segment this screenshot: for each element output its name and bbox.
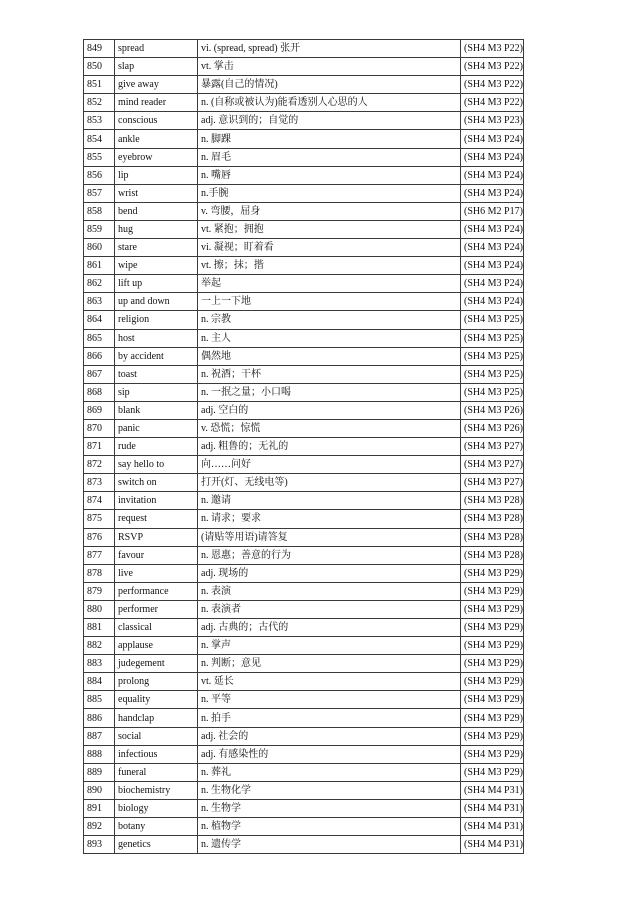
entry-reference: (SH4 M3 P26)	[461, 401, 524, 419]
table-row	[84, 148, 524, 166]
vocabulary-rows	[84, 40, 524, 854]
entry-reference: (SH4 M3 P24)	[461, 220, 524, 238]
entry-definition: n.手腕	[198, 184, 461, 202]
entry-number: 849	[84, 40, 115, 58]
entry-word: rude	[115, 438, 198, 456]
entry-definition: 一上一下地	[198, 293, 461, 311]
entry-number: 880	[84, 600, 115, 618]
entry-word: favour	[115, 546, 198, 564]
entry-reference: (SH4 M3 P29)	[461, 564, 524, 582]
entry-word: invitation	[115, 492, 198, 510]
entry-word: social	[115, 727, 198, 745]
entry-reference: (SH4 M3 P25)	[461, 329, 524, 347]
entry-number: 884	[84, 673, 115, 691]
table-row	[84, 528, 524, 546]
entry-reference: (SH4 M3 P29)	[461, 727, 524, 745]
table-row	[84, 619, 524, 637]
entry-word: blank	[115, 401, 198, 419]
entry-number: 859	[84, 220, 115, 238]
entry-definition: adj. 古典的；古代的	[198, 619, 461, 637]
entry-reference: (SH4 M3 P28)	[461, 528, 524, 546]
table-row	[84, 347, 524, 365]
entry-word: religion	[115, 311, 198, 329]
table-row	[84, 492, 524, 510]
entry-word: stare	[115, 239, 198, 257]
entry-reference: (SH4 M3 P24)	[461, 275, 524, 293]
entry-number: 881	[84, 619, 115, 637]
entry-definition: adj. 空白的	[198, 401, 461, 419]
entry-number: 882	[84, 637, 115, 655]
entry-number: 862	[84, 275, 115, 293]
table-row	[84, 275, 524, 293]
entry-definition: adj. 粗鲁的；无礼的	[198, 438, 461, 456]
table-row	[84, 94, 524, 112]
entry-definition: n. 葬礼	[198, 763, 461, 781]
entry-definition: n. 生物化学	[198, 781, 461, 799]
entry-definition: n. (自称或被认为)能看透别人心思的人	[198, 94, 461, 112]
entry-reference: (SH4 M3 P24)	[461, 257, 524, 275]
entry-definition: n. 恩惠；善意的行为	[198, 546, 461, 564]
entry-word: classical	[115, 619, 198, 637]
entry-reference: (SH4 M3 P27)	[461, 456, 524, 474]
entry-definition: vt. 延长	[198, 673, 461, 691]
entry-reference: (SH4 M3 P29)	[461, 691, 524, 709]
entry-reference: (SH4 M3 P29)	[461, 745, 524, 763]
entry-word: sip	[115, 383, 198, 401]
table-row	[84, 691, 524, 709]
table-row	[84, 781, 524, 799]
table-row	[84, 239, 524, 257]
entry-number: 893	[84, 836, 115, 854]
table-row	[84, 401, 524, 419]
entry-definition: n. 判断；意见	[198, 655, 461, 673]
table-row	[84, 582, 524, 600]
entry-number: 872	[84, 456, 115, 474]
entry-number: 876	[84, 528, 115, 546]
entry-word: wrist	[115, 184, 198, 202]
table-row	[84, 673, 524, 691]
entry-definition: n. 生物学	[198, 799, 461, 817]
entry-number: 856	[84, 166, 115, 184]
table-row	[84, 220, 524, 238]
entry-number: 852	[84, 94, 115, 112]
entry-word: bend	[115, 202, 198, 220]
entry-reference: (SH4 M3 P22)	[461, 40, 524, 58]
entry-reference: (SH4 M3 P29)	[461, 582, 524, 600]
entry-number: 869	[84, 401, 115, 419]
entry-word: panic	[115, 419, 198, 437]
entry-definition: n. 表演者	[198, 600, 461, 618]
table-row	[84, 655, 524, 673]
table-row	[84, 799, 524, 817]
entry-word: give away	[115, 76, 198, 94]
entry-reference: (SH4 M3 P28)	[461, 546, 524, 564]
table-row	[84, 184, 524, 202]
entry-word: genetics	[115, 836, 198, 854]
entry-word: RSVP	[115, 528, 198, 546]
entry-reference: (SH4 M3 P27)	[461, 438, 524, 456]
entry-reference: (SH4 M3 P29)	[461, 637, 524, 655]
entry-number: 855	[84, 148, 115, 166]
entry-reference: (SH4 M3 P24)	[461, 148, 524, 166]
entry-reference: (SH4 M4 P31)	[461, 799, 524, 817]
entry-word: equality	[115, 691, 198, 709]
entry-word: hug	[115, 220, 198, 238]
entry-number: 860	[84, 239, 115, 257]
entry-reference: (SH4 M3 P22)	[461, 94, 524, 112]
entry-definition: v. 弯腰，屈身	[198, 202, 461, 220]
entry-definition: n. 主人	[198, 329, 461, 347]
entry-reference: (SH4 M3 P23)	[461, 112, 524, 130]
entry-reference: (SH4 M3 P28)	[461, 492, 524, 510]
entry-word: judegement	[115, 655, 198, 673]
entry-definition: v. 恐慌；惊慌	[198, 419, 461, 437]
entry-word: spread	[115, 40, 198, 58]
entry-reference: (SH4 M4 P31)	[461, 781, 524, 799]
entry-word: funeral	[115, 763, 198, 781]
table-row	[84, 112, 524, 130]
entry-definition: 打开(灯、无线电等)	[198, 474, 461, 492]
entry-definition: adj. 意识到的；自觉的	[198, 112, 461, 130]
entry-word: ankle	[115, 130, 198, 148]
entry-number: 863	[84, 293, 115, 311]
entry-number: 865	[84, 329, 115, 347]
entry-word: request	[115, 510, 198, 528]
entry-reference: (SH4 M3 P24)	[461, 166, 524, 184]
entry-definition: adj. 现场的	[198, 564, 461, 582]
entry-reference: (SH4 M3 P26)	[461, 419, 524, 437]
entry-definition: n. 植物学	[198, 818, 461, 836]
entry-number: 871	[84, 438, 115, 456]
entry-number: 888	[84, 745, 115, 763]
entry-word: botany	[115, 818, 198, 836]
entry-number: 854	[84, 130, 115, 148]
entry-word: eyebrow	[115, 148, 198, 166]
entry-definition: n. 祝酒；干杯	[198, 365, 461, 383]
entry-word: handclap	[115, 709, 198, 727]
entry-reference: (SH4 M4 P31)	[461, 836, 524, 854]
entry-reference: (SH4 M4 P31)	[461, 818, 524, 836]
entry-definition: 偶然地	[198, 347, 461, 365]
entry-definition: vi. (spread, spread) 张开	[198, 40, 461, 58]
table-row	[84, 419, 524, 437]
entry-reference: (SH4 M3 P28)	[461, 510, 524, 528]
entry-definition: n. 邀请	[198, 492, 461, 510]
entry-reference: (SH4 M3 P25)	[461, 347, 524, 365]
entry-reference: (SH4 M3 P24)	[461, 239, 524, 257]
entry-definition: vt. 紧抱；拥抱	[198, 220, 461, 238]
entry-reference: (SH4 M3 P29)	[461, 619, 524, 637]
entry-definition: vt. 掌击	[198, 58, 461, 76]
entry-reference: (SH4 M3 P24)	[461, 293, 524, 311]
entry-reference: (SH4 M3 P22)	[461, 76, 524, 94]
entry-word: conscious	[115, 112, 198, 130]
entry-definition: 向……问好	[198, 456, 461, 474]
entry-reference: (SH4 M3 P25)	[461, 365, 524, 383]
entry-definition: n. 平等	[198, 691, 461, 709]
entry-word: wipe	[115, 257, 198, 275]
entry-number: 878	[84, 564, 115, 582]
entry-reference: (SH4 M3 P25)	[461, 311, 524, 329]
entry-definition: n. 眉毛	[198, 148, 461, 166]
table-row	[84, 818, 524, 836]
entry-number: 850	[84, 58, 115, 76]
table-row	[84, 76, 524, 94]
entry-reference: (SH4 M3 P24)	[461, 184, 524, 202]
entry-word: slap	[115, 58, 198, 76]
entry-number: 885	[84, 691, 115, 709]
entry-definition: n. 掌声	[198, 637, 461, 655]
vocabulary-table	[83, 39, 524, 854]
table-row	[84, 166, 524, 184]
table-row	[84, 637, 524, 655]
table-row	[84, 546, 524, 564]
table-row	[84, 40, 524, 58]
entry-reference: (SH4 M3 P22)	[461, 58, 524, 76]
table-row	[84, 58, 524, 76]
entry-definition: n. 脚踝	[198, 130, 461, 148]
entry-number: 892	[84, 818, 115, 836]
entry-number: 875	[84, 510, 115, 528]
entry-number: 851	[84, 76, 115, 94]
entry-number: 867	[84, 365, 115, 383]
entry-word: prolong	[115, 673, 198, 691]
entry-number: 887	[84, 727, 115, 745]
table-row	[84, 130, 524, 148]
entry-word: lift up	[115, 275, 198, 293]
table-row	[84, 600, 524, 618]
entry-word: host	[115, 329, 198, 347]
entry-definition: n. 一抿之量；小口喝	[198, 383, 461, 401]
table-row	[84, 727, 524, 745]
table-row	[84, 836, 524, 854]
entry-reference: (SH4 M3 P25)	[461, 383, 524, 401]
entry-number: 879	[84, 582, 115, 600]
entry-definition: vi. 凝视；盯着看	[198, 239, 461, 257]
entry-number: 866	[84, 347, 115, 365]
table-row	[84, 202, 524, 220]
entry-word: by accident	[115, 347, 198, 365]
entry-definition: adj. 社会的	[198, 727, 461, 745]
entry-definition: n. 嘴唇	[198, 166, 461, 184]
entry-word: biology	[115, 799, 198, 817]
entry-reference: (SH4 M3 P29)	[461, 763, 524, 781]
entry-reference: (SH4 M3 P29)	[461, 655, 524, 673]
entry-number: 877	[84, 546, 115, 564]
entry-definition: 举起	[198, 275, 461, 293]
entry-reference: (SH6 M2 P17)	[461, 202, 524, 220]
entry-number: 870	[84, 419, 115, 437]
entry-number: 883	[84, 655, 115, 673]
entry-number: 868	[84, 383, 115, 401]
entry-word: say hello to	[115, 456, 198, 474]
entry-word: live	[115, 564, 198, 582]
entry-number: 857	[84, 184, 115, 202]
entry-definition: adj. 有感染性的	[198, 745, 461, 763]
entry-word: applause	[115, 637, 198, 655]
entry-reference: (SH4 M3 P29)	[461, 673, 524, 691]
entry-definition: n. 宗教	[198, 311, 461, 329]
entry-word: biochemistry	[115, 781, 198, 799]
table-row	[84, 456, 524, 474]
entry-reference: (SH4 M3 P27)	[461, 474, 524, 492]
entry-definition: n. 遗传学	[198, 836, 461, 854]
table-row	[84, 257, 524, 275]
entry-definition: vt. 擦；抹；揩	[198, 257, 461, 275]
entry-number: 886	[84, 709, 115, 727]
entry-reference: (SH4 M3 P24)	[461, 130, 524, 148]
entry-definition: n. 请求；要求	[198, 510, 461, 528]
entry-number: 873	[84, 474, 115, 492]
entry-reference: (SH4 M3 P29)	[461, 709, 524, 727]
entry-word: performer	[115, 600, 198, 618]
entry-word: performance	[115, 582, 198, 600]
entry-number: 874	[84, 492, 115, 510]
table-row	[84, 763, 524, 781]
entry-word: switch on	[115, 474, 198, 492]
entry-word: up and down	[115, 293, 198, 311]
table-row	[84, 474, 524, 492]
entry-number: 853	[84, 112, 115, 130]
entry-definition: (请贴等用语)请答复	[198, 528, 461, 546]
entry-word: toast	[115, 365, 198, 383]
table-row	[84, 709, 524, 727]
entry-number: 891	[84, 799, 115, 817]
table-row	[84, 311, 524, 329]
entry-number: 861	[84, 257, 115, 275]
table-row	[84, 365, 524, 383]
entry-number: 864	[84, 311, 115, 329]
entry-number: 858	[84, 202, 115, 220]
entry-word: lip	[115, 166, 198, 184]
table-row	[84, 745, 524, 763]
entry-definition: 暴露(自己的情况)	[198, 76, 461, 94]
entry-definition: n. 拍手	[198, 709, 461, 727]
entry-word: mind reader	[115, 94, 198, 112]
table-row	[84, 564, 524, 582]
entry-word: infectious	[115, 745, 198, 763]
table-row	[84, 329, 524, 347]
table-row	[84, 383, 524, 401]
entry-definition: n. 表演	[198, 582, 461, 600]
table-row	[84, 510, 524, 528]
table-row	[84, 438, 524, 456]
entry-reference: (SH4 M3 P29)	[461, 600, 524, 618]
table-row	[84, 293, 524, 311]
entry-number: 890	[84, 781, 115, 799]
entry-number: 889	[84, 763, 115, 781]
